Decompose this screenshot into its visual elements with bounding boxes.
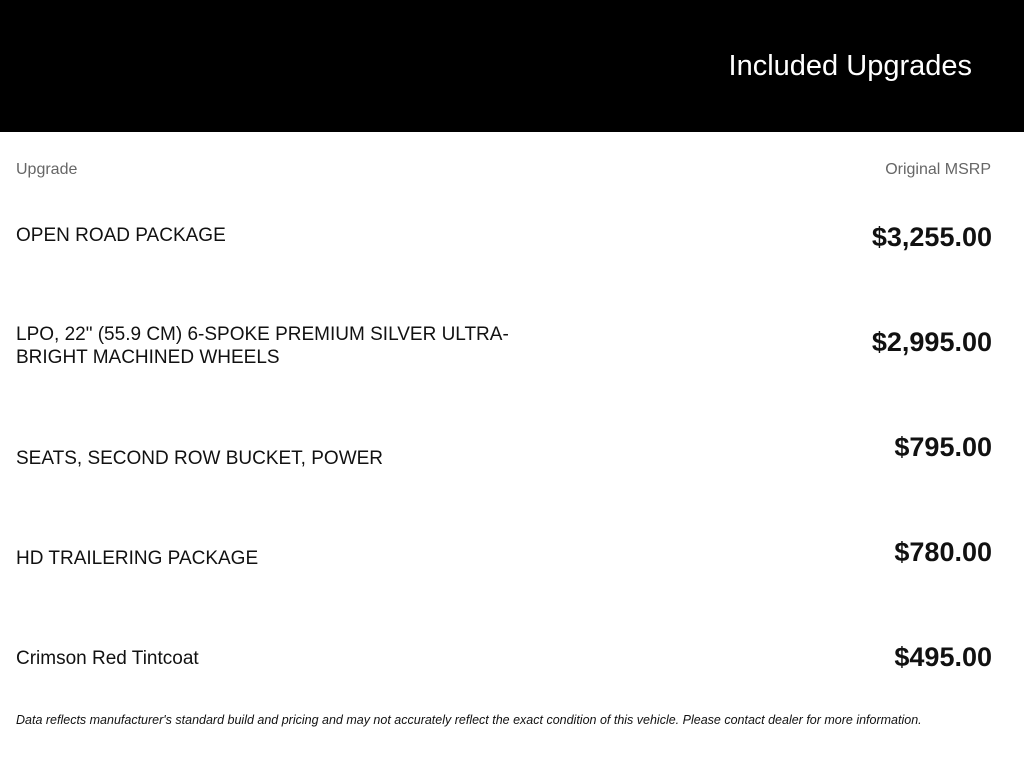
column-header-msrp: Original MSRP bbox=[885, 161, 991, 178]
column-header-upgrade: Upgrade bbox=[16, 161, 78, 178]
upgrade-price: $2,995.00 bbox=[871, 327, 992, 357]
upgrade-name: LPO, 22" (55.9 CM) 6-SPOKE PREMIUM SILVER ULTRA-BRIGHT MACHINED WHEELS bbox=[16, 324, 509, 368]
upgrade-name: SEATS, SECOND ROW BUCKET, POWER bbox=[16, 448, 384, 469]
upgrade-row bbox=[0, 200, 1024, 300]
upgrade-row bbox=[0, 515, 1024, 615]
upgrade-row bbox=[0, 620, 1024, 720]
upgrade-row bbox=[0, 410, 1024, 510]
upgrade-price: $795.00 bbox=[894, 432, 992, 462]
page-title: Included Upgrades bbox=[728, 50, 972, 82]
disclaimer-footnote: Data reflects manufacturer's standard build and pricing and may not accurately reflect the exact condition of this vehicle. Please contact dealer for more information. bbox=[16, 713, 922, 727]
upgrade-row bbox=[0, 305, 1024, 405]
upgrade-name: OPEN ROAD PACKAGE bbox=[16, 225, 226, 246]
upgrade-name: HD TRAILERING PACKAGE bbox=[16, 548, 259, 569]
upgrade-price: $495.00 bbox=[894, 642, 992, 672]
upgrade-name: Crimson Red Tintcoat bbox=[16, 648, 199, 669]
upgrade-price: $3,255.00 bbox=[871, 222, 992, 252]
upgrade-price: $780.00 bbox=[894, 537, 992, 567]
page-header bbox=[0, 0, 1024, 132]
